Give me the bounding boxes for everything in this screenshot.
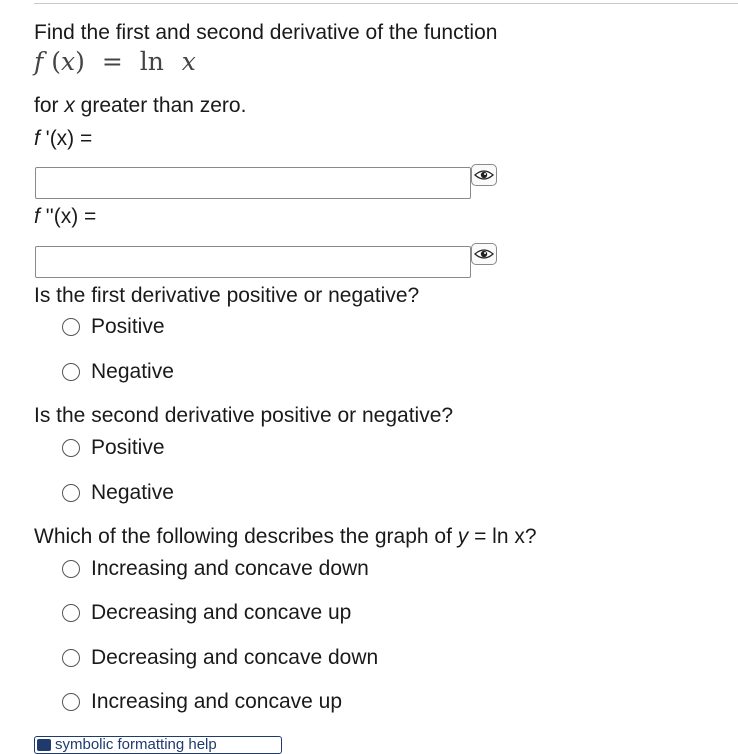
q3-option-increasing-concave-down[interactable]	[62, 556, 369, 582]
function-expression	[34, 46, 196, 78]
q2-prompt: Is the second derivative positive or negative?	[34, 404, 454, 427]
radio-label: Increasing and concave down	[91, 557, 369, 580]
q3-prompt-suffix: = ln x?	[468, 525, 537, 548]
eye-preview-icon	[474, 168, 494, 182]
radio-button[interactable]	[62, 604, 80, 622]
radio-button[interactable]	[62, 318, 80, 336]
radio-button[interactable]	[62, 363, 80, 381]
q1-prompt: Is the first derivative positive or negative?	[34, 284, 420, 307]
radio-button[interactable]	[62, 439, 80, 457]
radio-label: Increasing and concave up	[91, 690, 343, 713]
q2-option-negative[interactable]	[62, 480, 174, 506]
q3-prompt-prefix: Which of the following describes the graph of	[34, 525, 458, 548]
question-intro: Find the first and second derivative of the function	[34, 21, 498, 44]
radio-button[interactable]	[62, 649, 80, 667]
radio-label: Decreasing and concave down	[91, 646, 379, 669]
q3-option-increasing-concave-up[interactable]	[62, 689, 342, 715]
q3-prompt-variable: y	[457, 525, 469, 548]
domain-suffix: greater than zero.	[74, 94, 247, 117]
first-derivative-input[interactable]	[35, 167, 471, 199]
function-arg: x	[181, 47, 196, 76]
second-derivative-preview-button[interactable]	[471, 243, 497, 265]
second-derivative-f: f	[34, 205, 40, 228]
first-derivative-rest: '(x) =	[39, 127, 93, 150]
q3-option-decreasing-concave-down[interactable]	[62, 645, 378, 671]
function-equals: =	[101, 47, 123, 76]
radio-label: Negative	[91, 481, 174, 504]
domain-variable: x	[64, 94, 75, 117]
q1-option-positive[interactable]	[62, 314, 165, 340]
second-derivative-input[interactable]	[35, 246, 471, 278]
radio-button[interactable]	[62, 693, 80, 711]
q2-option-positive[interactable]	[62, 435, 165, 461]
help-icon	[37, 739, 51, 751]
function-name: f	[34, 47, 44, 76]
help-link-label: symbolic formatting help	[55, 736, 217, 753]
second-derivative-label	[34, 204, 96, 230]
radio-label: Negative	[91, 360, 174, 383]
eye-preview-icon	[474, 247, 494, 261]
function-variable: x	[60, 47, 76, 76]
q1-option-negative[interactable]	[62, 359, 174, 385]
first-derivative-f: f	[34, 127, 40, 150]
radio-button[interactable]	[62, 560, 80, 578]
function-open-paren: (	[51, 47, 61, 76]
second-derivative-rest: ''(x) =	[39, 205, 97, 228]
function-close-paren: )	[75, 47, 85, 76]
first-derivative-label	[34, 126, 92, 152]
q3-prompt	[34, 524, 537, 550]
function-ln: ln	[139, 47, 164, 76]
q3-option-decreasing-concave-up[interactable]	[62, 600, 351, 626]
radio-button[interactable]	[62, 484, 80, 502]
top-divider	[34, 3, 738, 4]
radio-label: Positive	[91, 315, 165, 338]
radio-label: Positive	[91, 436, 165, 459]
radio-label: Decreasing and concave up	[91, 601, 352, 624]
symbolic-formatting-help-link[interactable]	[34, 736, 282, 754]
first-derivative-preview-button[interactable]	[471, 164, 497, 186]
domain-statement	[34, 93, 246, 119]
domain-prefix: for	[34, 94, 65, 117]
